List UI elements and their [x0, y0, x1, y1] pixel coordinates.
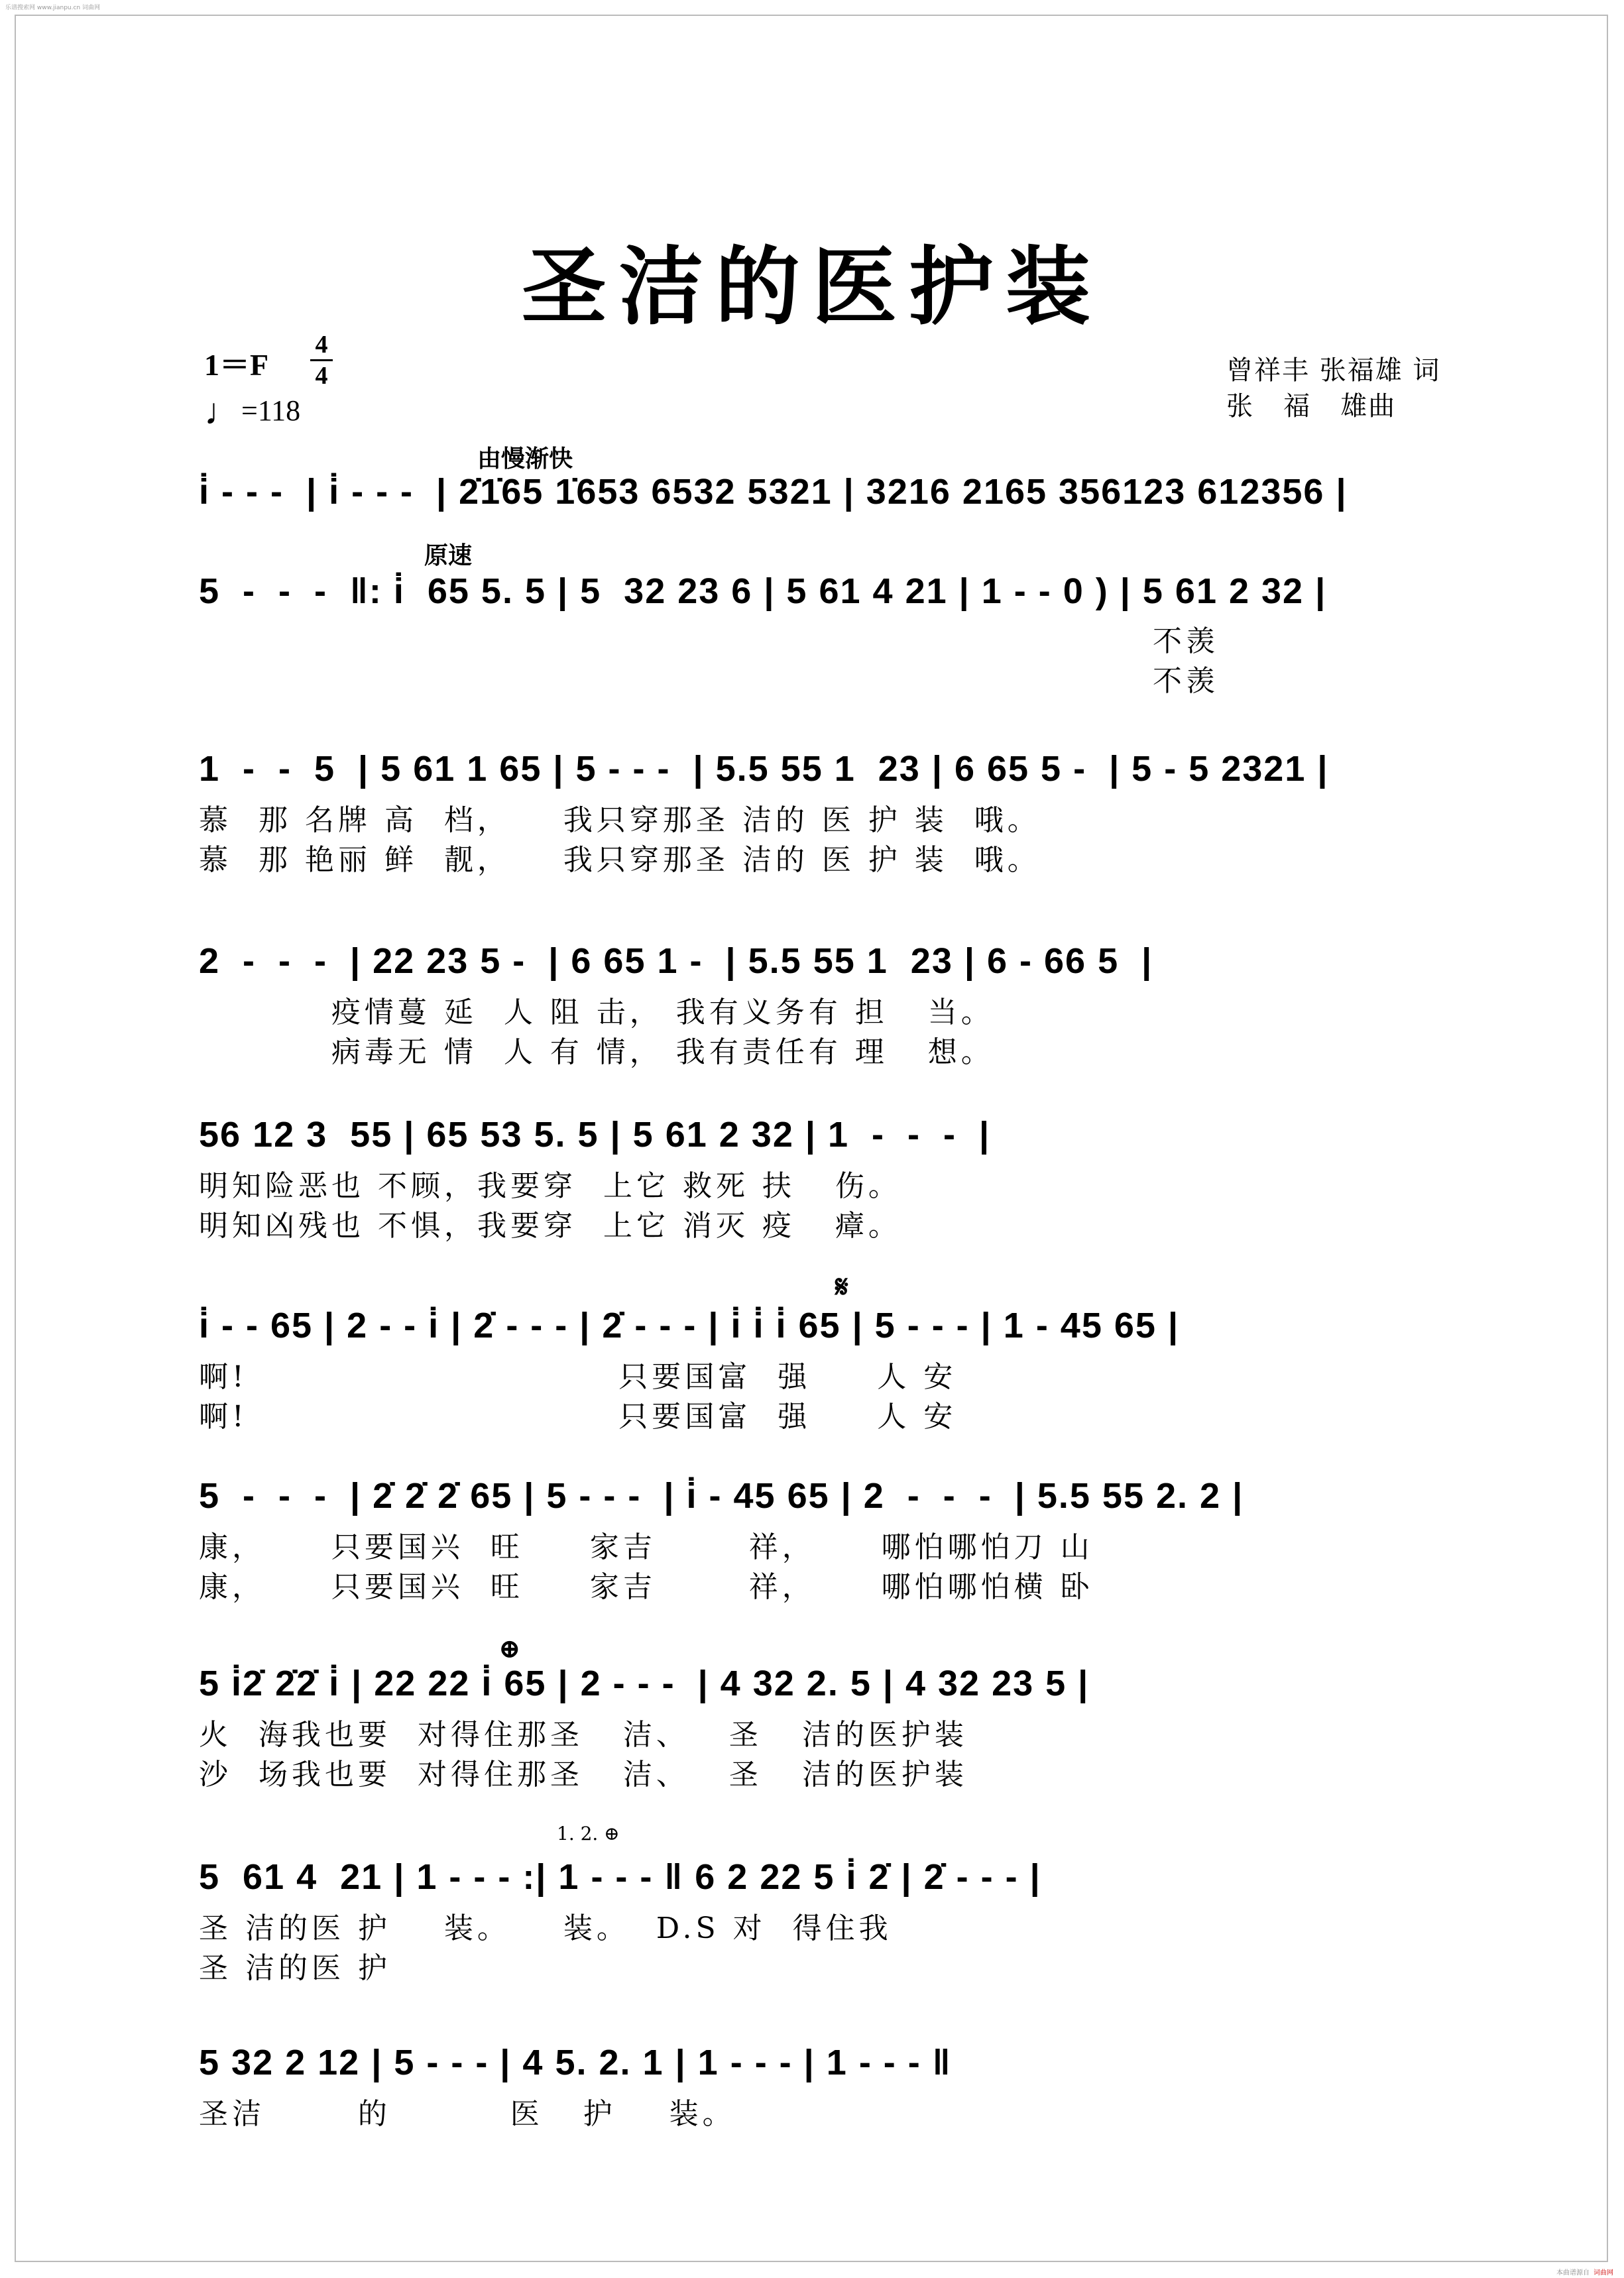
footer-site-link[interactable]: 词曲网: [1594, 2269, 1613, 2277]
lyric-verse-1: 康， 只要国兴 旺 家吉 祥， 哪怕哪怕刀 山: [199, 1530, 1094, 1564]
source-footer: [1556, 2267, 1613, 2277]
meter-top: 4: [315, 331, 328, 359]
credits: [1226, 353, 1440, 424]
lyric-verse-2: 沙 场我也要 对得住那圣 洁、 圣 洁的医护装: [199, 1758, 968, 1792]
quarter-note-icon: ♩: [204, 392, 241, 433]
lyric-verse-1: 不羡: [199, 624, 1220, 658]
notation-line: i̇ - - - | i̇ - - - | 2̇1̇65 1̇653 6532 5321 | 3216 2165 356123 612356 |: [199, 472, 1348, 512]
lyric-verse-1: 疫情蔓 延 人 阻 击， 我有义务有 担 当。: [199, 996, 994, 1029]
lyric-verse-2: 不羡: [199, 664, 1220, 698]
lyric-verse-1: 圣洁 的 医 护 装。: [199, 2097, 736, 2131]
lyric-verse-1: 明知险恶也 不顾，我要穿 上它 救死 扶 伤。: [199, 1169, 901, 1203]
lyric-verse-1: 慕 那 名牌 高 档， 我只穿那圣 洁的 医 护 装 哦。: [199, 803, 1041, 837]
volta-and-coda-marks: 1. 2. ⊕: [557, 1823, 620, 1845]
tempo-annotation: 原速: [424, 541, 473, 569]
coda-icon: ⊕: [498, 1633, 521, 1664]
segno-icon: 𝄋: [835, 1269, 848, 1304]
notation-line: 5 - - - | 2̇ 2̇ 2̇ 65 | 5 - - - | i̇ - 45 65 | 2 - - - | 5.5 55 2. 2 |: [199, 1476, 1244, 1516]
song-title: 圣洁的医护装: [521, 237, 1102, 337]
notation-line: 2 - - - | 22 23 5 - | 6 65 1 - | 5.5 55 1 23 | 6 - 66 5 |: [199, 941, 1153, 981]
key-signature: 1＝F: [204, 348, 269, 382]
lyric-verse-1: 火 海我也要 对得住那圣 洁、 圣 洁的医护装: [199, 1718, 968, 1752]
lyric-verse-2: 圣 洁的医 护: [199, 1951, 391, 1985]
lyric-verse-2: 康， 只要国兴 旺 家吉 祥， 哪怕哪怕横 卧: [199, 1570, 1094, 1604]
lyric-verse-1: 圣 洁的医 护 装。 装。 D.S 对 得住我: [199, 1911, 892, 1945]
meter-line: [310, 359, 333, 361]
tempo-annotation: 由慢渐快: [477, 445, 573, 473]
lyric-verse-2: 病毒无 情 人 有 情， 我有责任有 理 想。: [199, 1035, 994, 1069]
composer: 张 福 雄曲: [1226, 391, 1397, 422]
notation-line: 5 - - - ‖: i̇ 65 5. 5 | 5 32 23 6 | 5 61 4 21 | 1 - - 0 ) | 5 61 2 32 |: [199, 571, 1327, 611]
notation-line: 56 12 3 55 | 65 53 5. 5 | 5 61 2 32 | 1 - - - |: [199, 1115, 991, 1155]
tempo-marking: [204, 391, 300, 433]
lyric-verse-2: 啊! 只要国富 强 人 安: [199, 1400, 957, 1434]
lyricist: 曾祥丰 张福雄 词: [1226, 355, 1441, 386]
tempo-value: =118: [241, 394, 301, 427]
lyric-verse-2: 明知凶残也 不惧，我要穿 上它 消灭 疫 瘴。: [199, 1209, 901, 1243]
notation-line: 1 - - 5 | 5 61 1 65 | 5 - - - | 5.5 55 1 23 | 6 65 5 - | 5 - 5 2321 |: [199, 749, 1329, 789]
meter-bottom: 4: [315, 362, 328, 390]
notation-line: 5 32 2 12 | 5 - - - | 4 5. 2. 1 | 1 - - - | 1 - - - ‖: [199, 2043, 952, 2082]
lyric-verse-2: 慕 那 艳丽 鲜 靓， 我只穿那圣 洁的 医 护 装 哦。: [199, 843, 1041, 877]
notation-line: 5 i̇2̇ 2̇2̇ i̇ | 22 22 i̇ 65 | 2 - - - | 4 32 2. 5 | 4 32 23 5 |: [199, 1664, 1090, 1703]
footer-source-label: 本曲谱源自: [1556, 2269, 1590, 2277]
notation-line: i̇ - - 65 | 2 - - i̇ | 2̇ - - - | 2̇ - - - | i̇ i̇ i̇ 65 | 5 - - - | 1 - 45 65 |: [199, 1306, 1180, 1345]
lyric-verse-1: 啊! 只要国富 强 人 安: [199, 1360, 957, 1394]
time-signature: [310, 331, 333, 389]
notation-line: 5 61 4 21 | 1 - - - :| 1 - - - ‖ 6 2 22 5 i̇ 2̇ | 2̇ - - - |: [199, 1857, 1041, 1897]
site-watermark: 乐谱搜索网 www.jianpu.cn 词曲网: [5, 5, 100, 11]
